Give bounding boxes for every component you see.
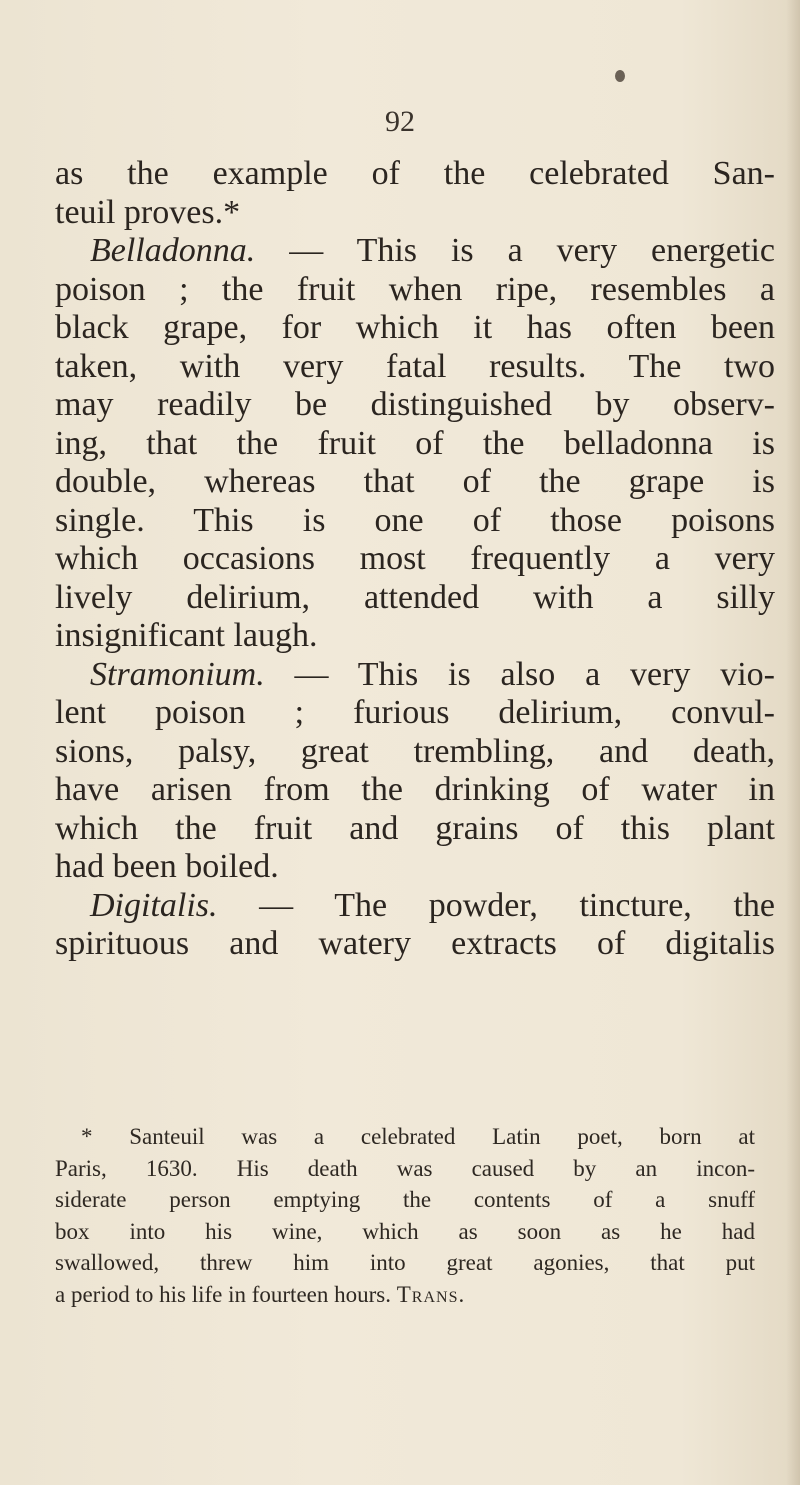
- body-line: [55, 309, 775, 348]
- footnote-text: siderate person emptying the contents of a snuff: [55, 1187, 755, 1213]
- body-text-segment: — The powder, tincture, the: [217, 886, 775, 924]
- body-text-segment: taken, with very fatal results. The two: [55, 347, 775, 385]
- footnote: [55, 1121, 755, 1311]
- body-text-segment: teuil proves.*: [55, 193, 241, 231]
- body-line: [55, 810, 775, 849]
- footnote-text: Paris, 1630. His death was caused by an incon-: [55, 1155, 755, 1181]
- footnote-line: [55, 1121, 755, 1153]
- body-line: [55, 502, 775, 541]
- body-text: [55, 155, 775, 964]
- body-line: [55, 925, 775, 964]
- body-text-segment: lent poison ; furious delirium, convul-: [55, 694, 775, 731]
- body-text-segment: — This is also a very vio-: [264, 655, 775, 693]
- body-text-segment: ing, that the fruit of the belladonna is: [55, 424, 775, 462]
- footnote-line: [55, 1153, 755, 1185]
- body-line: [55, 463, 775, 502]
- body-line: [55, 348, 775, 387]
- body-line: [55, 540, 775, 579]
- body-text-segment: which the fruit and grains of this plant: [55, 809, 775, 847]
- body-line: [55, 194, 775, 233]
- body-line: [55, 771, 775, 810]
- body-line: [55, 887, 775, 926]
- body-line: [55, 733, 775, 772]
- footnote-text: * Santeuil was a celebrated Latin poet, born at: [81, 1124, 755, 1149]
- ink-spot: [615, 70, 625, 82]
- body-line: [55, 848, 775, 887]
- body-text-segment: may readily be distinguished by observ-: [55, 386, 775, 423]
- footnote-line: [55, 1279, 755, 1311]
- page-edge-shadow: [786, 0, 800, 1485]
- page-number: 92: [385, 105, 415, 138]
- body-text-segment: had been boiled.: [55, 848, 279, 885]
- footnote-text: swallowed, threw him into great agonies, that put: [55, 1250, 755, 1276]
- body-text-segment: poison ; the fruit when ripe, resembles a: [55, 270, 775, 308]
- footnote-line: [55, 1216, 755, 1248]
- footnote-text: box into his wine, which as soon as he had: [55, 1218, 755, 1244]
- body-text-segment: which occasions most frequently a very: [55, 540, 775, 577]
- body-line: [55, 579, 775, 618]
- footnote-line: [55, 1247, 755, 1279]
- body-text-segment: insignificant laugh.: [55, 617, 318, 654]
- translator-mark: Trans.: [396, 1281, 466, 1307]
- body-text-segment: double, whereas that of the grape is: [55, 463, 775, 500]
- body-line: [55, 386, 775, 425]
- body-line: [55, 656, 775, 695]
- body-text-segment: — This is a very energetic: [255, 232, 775, 269]
- body-text-segment: black grape, for which it has often been: [55, 309, 775, 346]
- section-heading: Digitalis.: [90, 886, 218, 924]
- section-heading: Belladonna.: [90, 232, 256, 269]
- body-text-segment: single. This is one of those poisons: [55, 501, 775, 539]
- body-text-segment: have arisen from the drinking of water in: [55, 771, 775, 808]
- body-line: [55, 271, 775, 310]
- body-line: [55, 155, 775, 194]
- body-text-segment: sions, palsy, great trembling, and death,: [55, 732, 775, 770]
- body-line: [55, 694, 775, 733]
- body-text-segment: spirituous and watery extracts of digitalis: [55, 925, 775, 962]
- body-line: [55, 232, 775, 271]
- body-text-segment: as the example of the celebrated San-: [55, 155, 775, 192]
- body-text-segment: lively delirium, attended with a silly: [55, 578, 775, 616]
- footnote-line: [55, 1184, 755, 1216]
- body-line: [55, 617, 775, 656]
- footnote-text: a period to his life in fourteen hours.: [55, 1281, 397, 1307]
- section-heading: Stramonium.: [90, 655, 265, 693]
- body-line: [55, 425, 775, 464]
